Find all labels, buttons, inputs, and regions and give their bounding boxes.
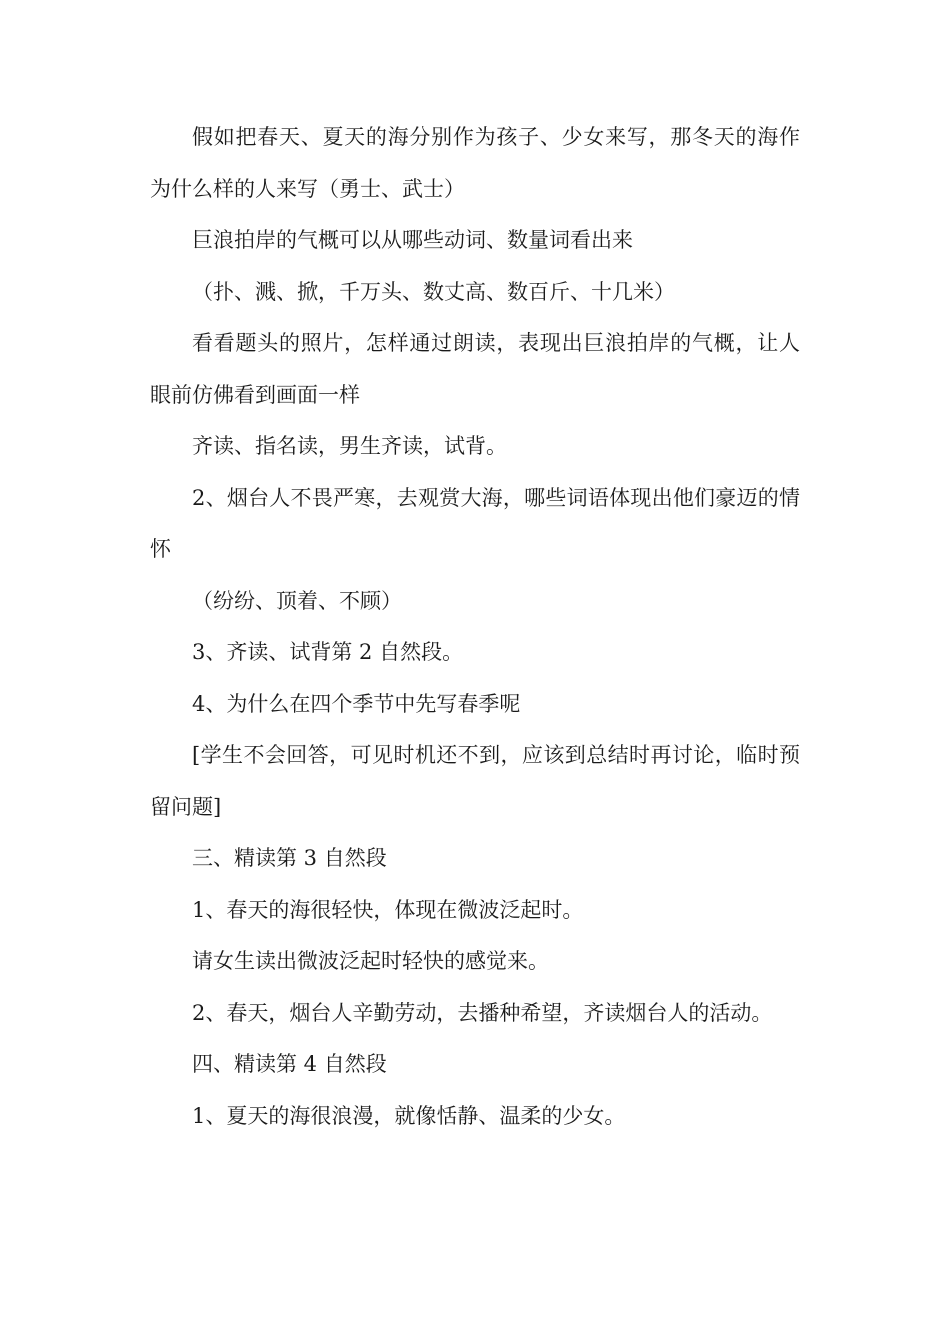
paragraph-item-2: 2、烟台人不畏严寒，去观赏大海，哪些词语体现出他们豪迈的情怀 xyxy=(150,485,800,561)
paragraph-teacher-note: [学生不会回答，可见时机还不到，应该到总结时再讨论，临时预留问题] xyxy=(150,743,800,819)
document-body xyxy=(150,112,800,1142)
paragraph-photo-reading: 看看题头的照片，怎样通过朗读，表现出巨浪拍岸的气概，让人眼前仿佛看到画面一样 xyxy=(150,331,800,407)
paragraph-item-2-answer: （纷纷、顶着、不顾） xyxy=(192,588,402,613)
paragraph-girls-reading: 请女生读出微波泛起时轻快的感觉来。 xyxy=(192,949,549,973)
paragraph-question-winter-sea: 假如把春天、夏天的海分别作为孩子、少女来写，那冬天的海作为什么样的人来写（勇士、武士） xyxy=(150,125,800,201)
paragraph-waves-verbs: 巨浪拍岸的气概可以从哪些动词、数量词看出来 xyxy=(192,228,633,252)
paragraph-item-3: 3、齐读、试背第 2 自然段。 xyxy=(192,640,464,664)
paragraph-summer-sea: 1、夏天的海很浪漫，就像恬静、温柔的少女。 xyxy=(192,1103,626,1128)
paragraph-spring-activity: 2、春天，烟台人辛勤劳动，去播种希望，齐读烟台人的活动。 xyxy=(192,1000,773,1025)
paragraph-waves-answer: （扑、溅、掀，千万头、数丈高、数百斤、十几米） xyxy=(192,279,675,304)
section-heading-3: 三、精读第 3 自然段 xyxy=(192,846,387,870)
paragraph-reading-methods: 齐读、指名读，男生齐读，试背。 xyxy=(192,434,507,458)
paragraph-spring-sea: 1、春天的海很轻快，体现在微波泛起时。 xyxy=(192,897,584,922)
section-heading-4: 四、精读第 4 自然段 xyxy=(192,1052,387,1076)
paragraph-item-4: 4、为什么在四个季节中先写春季呢 xyxy=(192,691,521,716)
